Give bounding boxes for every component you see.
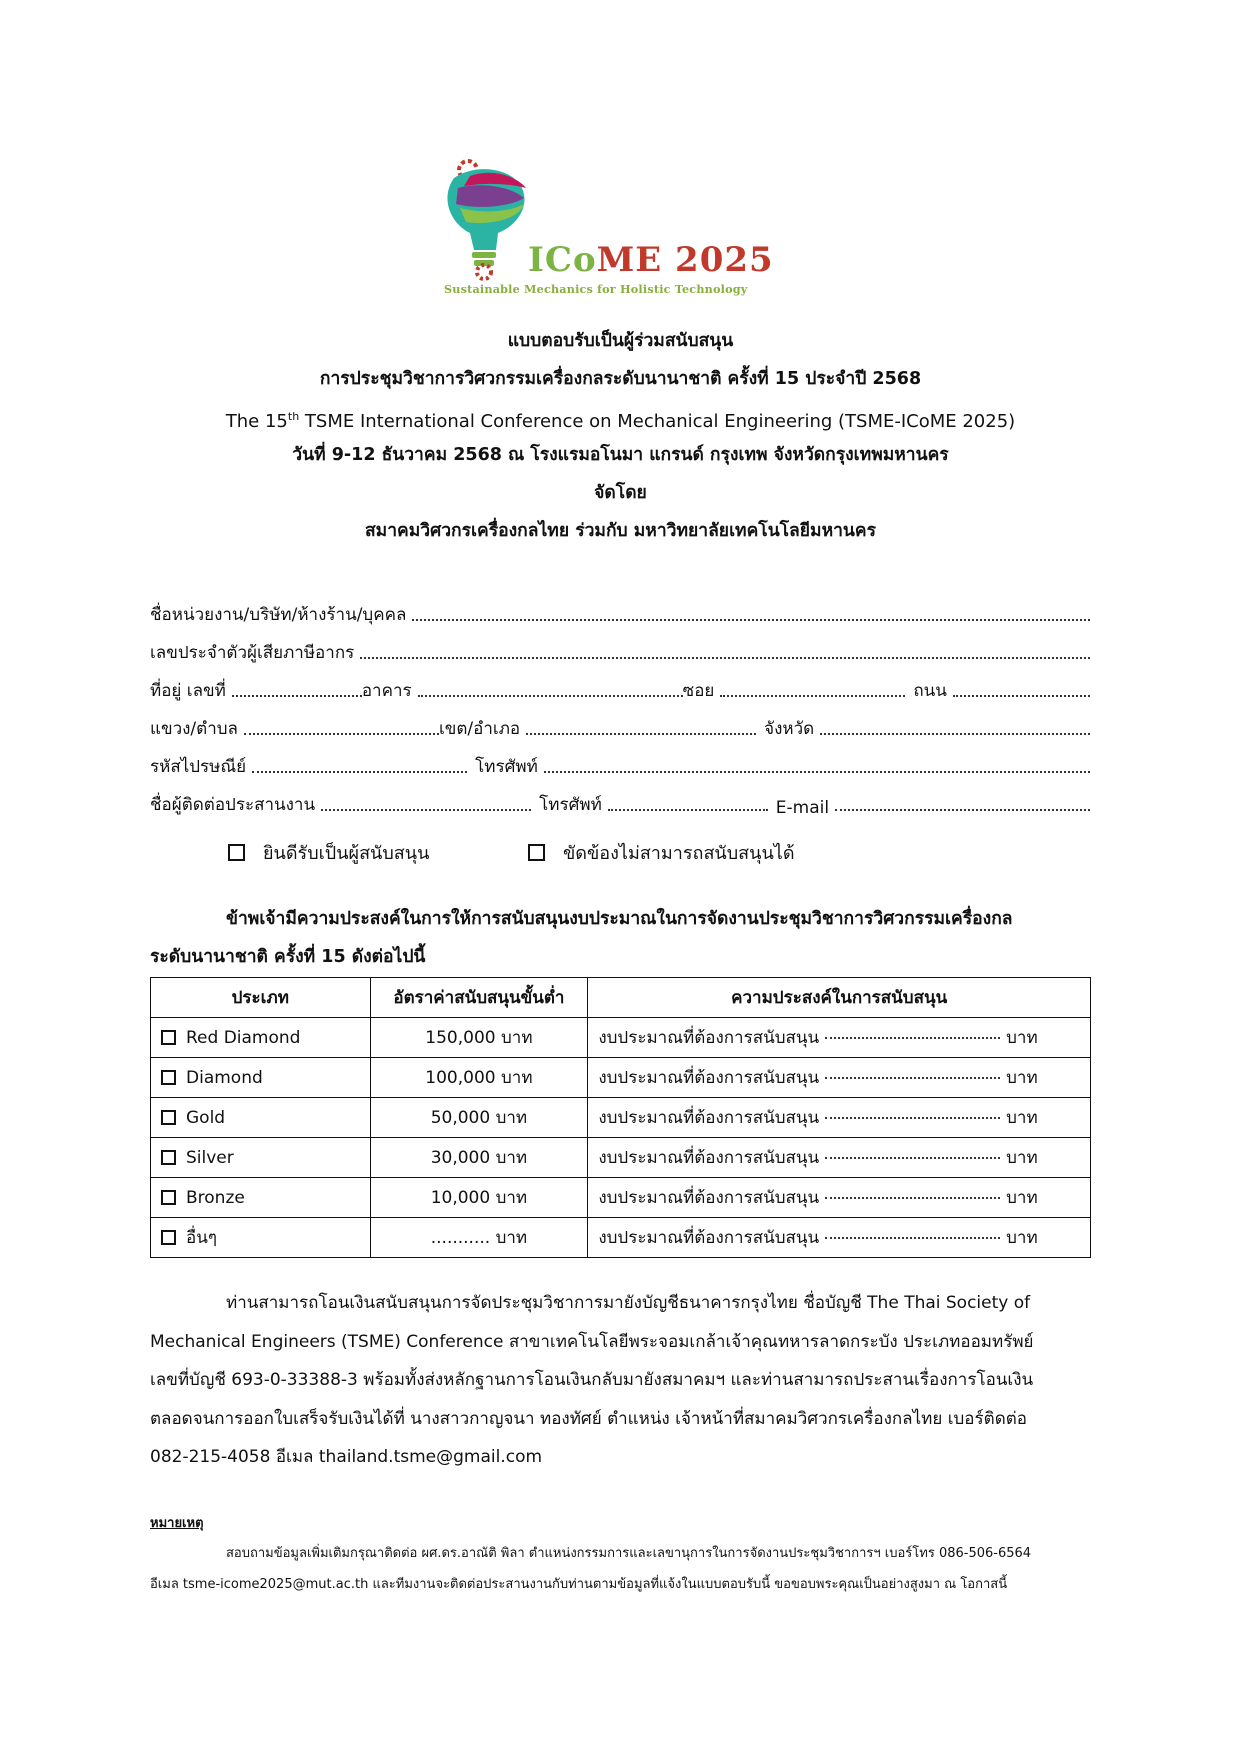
subdistrict-label: แขวง/ตำบล (150, 719, 238, 739)
tier-checkbox[interactable] (161, 1110, 176, 1125)
tier-rate: ........... บาท (370, 1218, 588, 1258)
contact-phone-label: โทรศัพท์ (539, 795, 602, 815)
phone-label: โทรศัพท์ (475, 757, 538, 777)
amount-field[interactable] (825, 1077, 1000, 1079)
table-row: Silver 30,000 บาท งบประมาณที่ต้องการสนับสนุน บาท (151, 1138, 1091, 1178)
road-label: ถนน (913, 681, 947, 701)
tier-rate: 50,000 บาท (370, 1098, 588, 1138)
col-header-wish: ความประสงค์ในการสนับสนุน (588, 978, 1091, 1018)
tax-label: เลขประจำตัวผู้เสียภาษีอากร (150, 643, 355, 663)
tier-checkbox[interactable] (161, 1230, 176, 1245)
road-field[interactable] (953, 695, 1090, 697)
conference-title-en: The 15th TSME International Conference on Mechanical Engineering (TSME-ICoME 2025) (225, 410, 1016, 432)
province-field[interactable] (820, 733, 1090, 735)
tier-checkbox[interactable] (161, 1190, 176, 1205)
tier-rate: 10,000 บาท (370, 1178, 588, 1218)
form-title: แบบตอบรับเป็นผู้ร่วมสนับสนุน (507, 331, 734, 351)
district-label: เขต/อำเภอ (438, 719, 521, 739)
note-text: สอบถามข้อมูลเพิ่มเติมกรุณาติดต่อ ผศ.ดร.อาณัติ พิลา ตำแหน่งกรรมการและเลขานุการในการจัดงานประชุมวิชาการฯ เบอร์โทร 086-506-6564 อีเมล tsme-icome2025@mut.ac.th และทีมงานจะติดต่อประสานงานกับท่านตามข้อมูลที่แจ้งในแบบตอบรับนี้ ขอขอบพระคุณเป็นอย่างสูงมา ณ โอกาสนี้ (150, 1546, 1032, 1592)
table-row: อื่นๆ ........... บาท งบประมาณที่ต้องการสนับสนุน บาท (151, 1218, 1091, 1258)
tier-name: Silver (186, 1147, 234, 1168)
building-field[interactable] (418, 695, 683, 697)
participation-options (0, 838, 1241, 878)
document-header (0, 322, 1241, 550)
amount-field[interactable] (825, 1157, 1000, 1159)
col-header-rate: อัตราค่าสนับสนุนขั้นต่ำ (370, 978, 588, 1018)
building-label: อาคาร (361, 681, 412, 701)
col-header-type: ประเภท (151, 978, 371, 1018)
tier-rate: 150,000 บาท (370, 1018, 588, 1058)
tier-name: Bronze (186, 1187, 245, 1208)
accept-checkbox[interactable] (228, 844, 245, 861)
org-row (150, 590, 1090, 628)
tier-name: Diamond (186, 1067, 263, 1088)
contact-phone-field[interactable] (608, 809, 768, 811)
tier-checkbox[interactable] (161, 1150, 176, 1165)
organized-by-label: จัดโดย (594, 483, 647, 503)
address-row (150, 666, 1090, 704)
tier-checkbox[interactable] (161, 1030, 176, 1045)
amount-field[interactable] (825, 1117, 1000, 1119)
sponsorship-table (150, 977, 1091, 1258)
table-row: Diamond 100,000 บาท งบประมาณที่ต้องการสนับสนุน บาท (151, 1058, 1091, 1098)
org-field[interactable] (412, 619, 1090, 621)
contact-row (150, 780, 1090, 818)
note-title: หมายเหตุ (150, 1516, 204, 1531)
sponsor-info-fields (150, 590, 1090, 818)
province-label: จังหวัด (764, 719, 815, 739)
district-row (150, 704, 1090, 742)
soi-field[interactable] (720, 695, 905, 697)
conference-logo (440, 158, 820, 298)
accept-option[interactable] (228, 838, 429, 867)
amount-field[interactable] (825, 1037, 1000, 1039)
amount-field[interactable] (825, 1197, 1000, 1199)
phone-field[interactable] (544, 771, 1090, 773)
contact-name-field[interactable] (321, 809, 531, 811)
postcode-field[interactable] (252, 771, 467, 773)
tier-rate: 30,000 บาท (370, 1138, 588, 1178)
postcode-row (150, 742, 1090, 780)
addr-no-field[interactable] (232, 695, 362, 697)
table-header-row (151, 978, 1091, 1018)
amount-field[interactable] (825, 1237, 1000, 1239)
tier-name: อื่นๆ (186, 1228, 217, 1248)
accept-label: ยินดีรับเป็นผู้สนับสนุน (263, 843, 430, 864)
tier-name: Red Diamond (186, 1027, 301, 1048)
district-field[interactable] (526, 733, 756, 735)
table-row: Red Diamond 150,000 บาท งบประมาณที่ต้องการสนับสนุน บาท (151, 1018, 1091, 1058)
soi-label: ซอย (682, 681, 715, 701)
intent-statement: ข้าพเจ้ามีความประสงค์ในการให้การสนับสนุนงบประมาณในการจัดงานประชุมวิชาการวิศวกรรมเครื่องกล ระดับนานาชาติ ครั้งที่ 15 ดังต่อไปนี้ (150, 909, 1013, 967)
payment-instructions: ท่านสามารถโอนเงินสนับสนุนการจัดประชุมวิชาการมายังบัญชีธนาคารกรุงไทย ชื่อบัญชี The Thai Society of Mechanical Engineers (TSME) Conference สาขาเทคโนโลยีพระจอมเกล้าเจ้าคุณทหารลาดกระบัง ประเภทออมทรัพย์ เลขที่บัญชี 693-0-33388-3 พร้อมทั้งส่งหลักฐานการโอนเงินกลับมายังสมาคมฯ และท่านสามารถประสานเรื่องการโอนเงิน ตลอดจนการออกใบเสร็จรับเงินได้ที่ นางสาวกาญจนา ทองทัศย์ ตำแหน่ง เจ้าหน้าที่สมาคมวิศวกรเครื่องกลไทย เบอร์ติดต่อ 082-215-4058 อีเมล thailand.tsme@gmail.com (150, 1293, 1034, 1467)
org-label: ชื่อหน่วยงาน/บริษัท/ห้างร้าน/บุคคล (150, 605, 407, 625)
table-row: Gold 50,000 บาท งบประมาณที่ต้องการสนับสนุน บาท (151, 1098, 1091, 1138)
tier-checkbox[interactable] (161, 1070, 176, 1085)
addr-no-label: ที่อยู่ เลขที่ (150, 681, 226, 701)
tax-id-field[interactable] (360, 657, 1090, 659)
logo-title: ICoME 2025 (528, 240, 774, 280)
decline-option[interactable] (528, 838, 795, 867)
decline-label: ขัดข้องไม่สามารถสนับสนุนได้ (563, 843, 795, 864)
organizers: สมาคมวิศวกรเครื่องกลไทย ร่วมกับ มหาวิทยาลัยเทคโนโลยีมหานคร (365, 521, 876, 541)
decline-checkbox[interactable] (528, 844, 545, 861)
tax-row (150, 628, 1090, 666)
email-label: E-mail (775, 798, 830, 818)
conference-title-th: การประชุมวิชาการวิศวกรรมเครื่องกลระดับนานาชาติ ครั้งที่ 15 ประจำปี 2568 (319, 369, 922, 389)
tier-rate: 100,000 บาท (370, 1058, 588, 1098)
postcode-label: รหัสไปรษณีย์ (150, 757, 247, 777)
conference-date-venue: วันที่ 9-12 ธันวาคม 2568 ณ โรงแรมอโนมา แกรนด์ กรุงเทพ จังหวัดกรุงเทพมหานคร (292, 445, 949, 465)
subdistrict-field[interactable] (244, 733, 439, 735)
email-field[interactable] (835, 809, 1090, 811)
table-row: Bronze 10,000 บาท งบประมาณที่ต้องการสนับสนุน บาท (151, 1178, 1091, 1218)
tier-name: Gold (186, 1107, 226, 1128)
contact-label: ชื่อผู้ติดต่อประสานงาน (150, 795, 316, 815)
logo-tagline: Sustainable Mechanics for Holistic Technology (444, 282, 748, 296)
